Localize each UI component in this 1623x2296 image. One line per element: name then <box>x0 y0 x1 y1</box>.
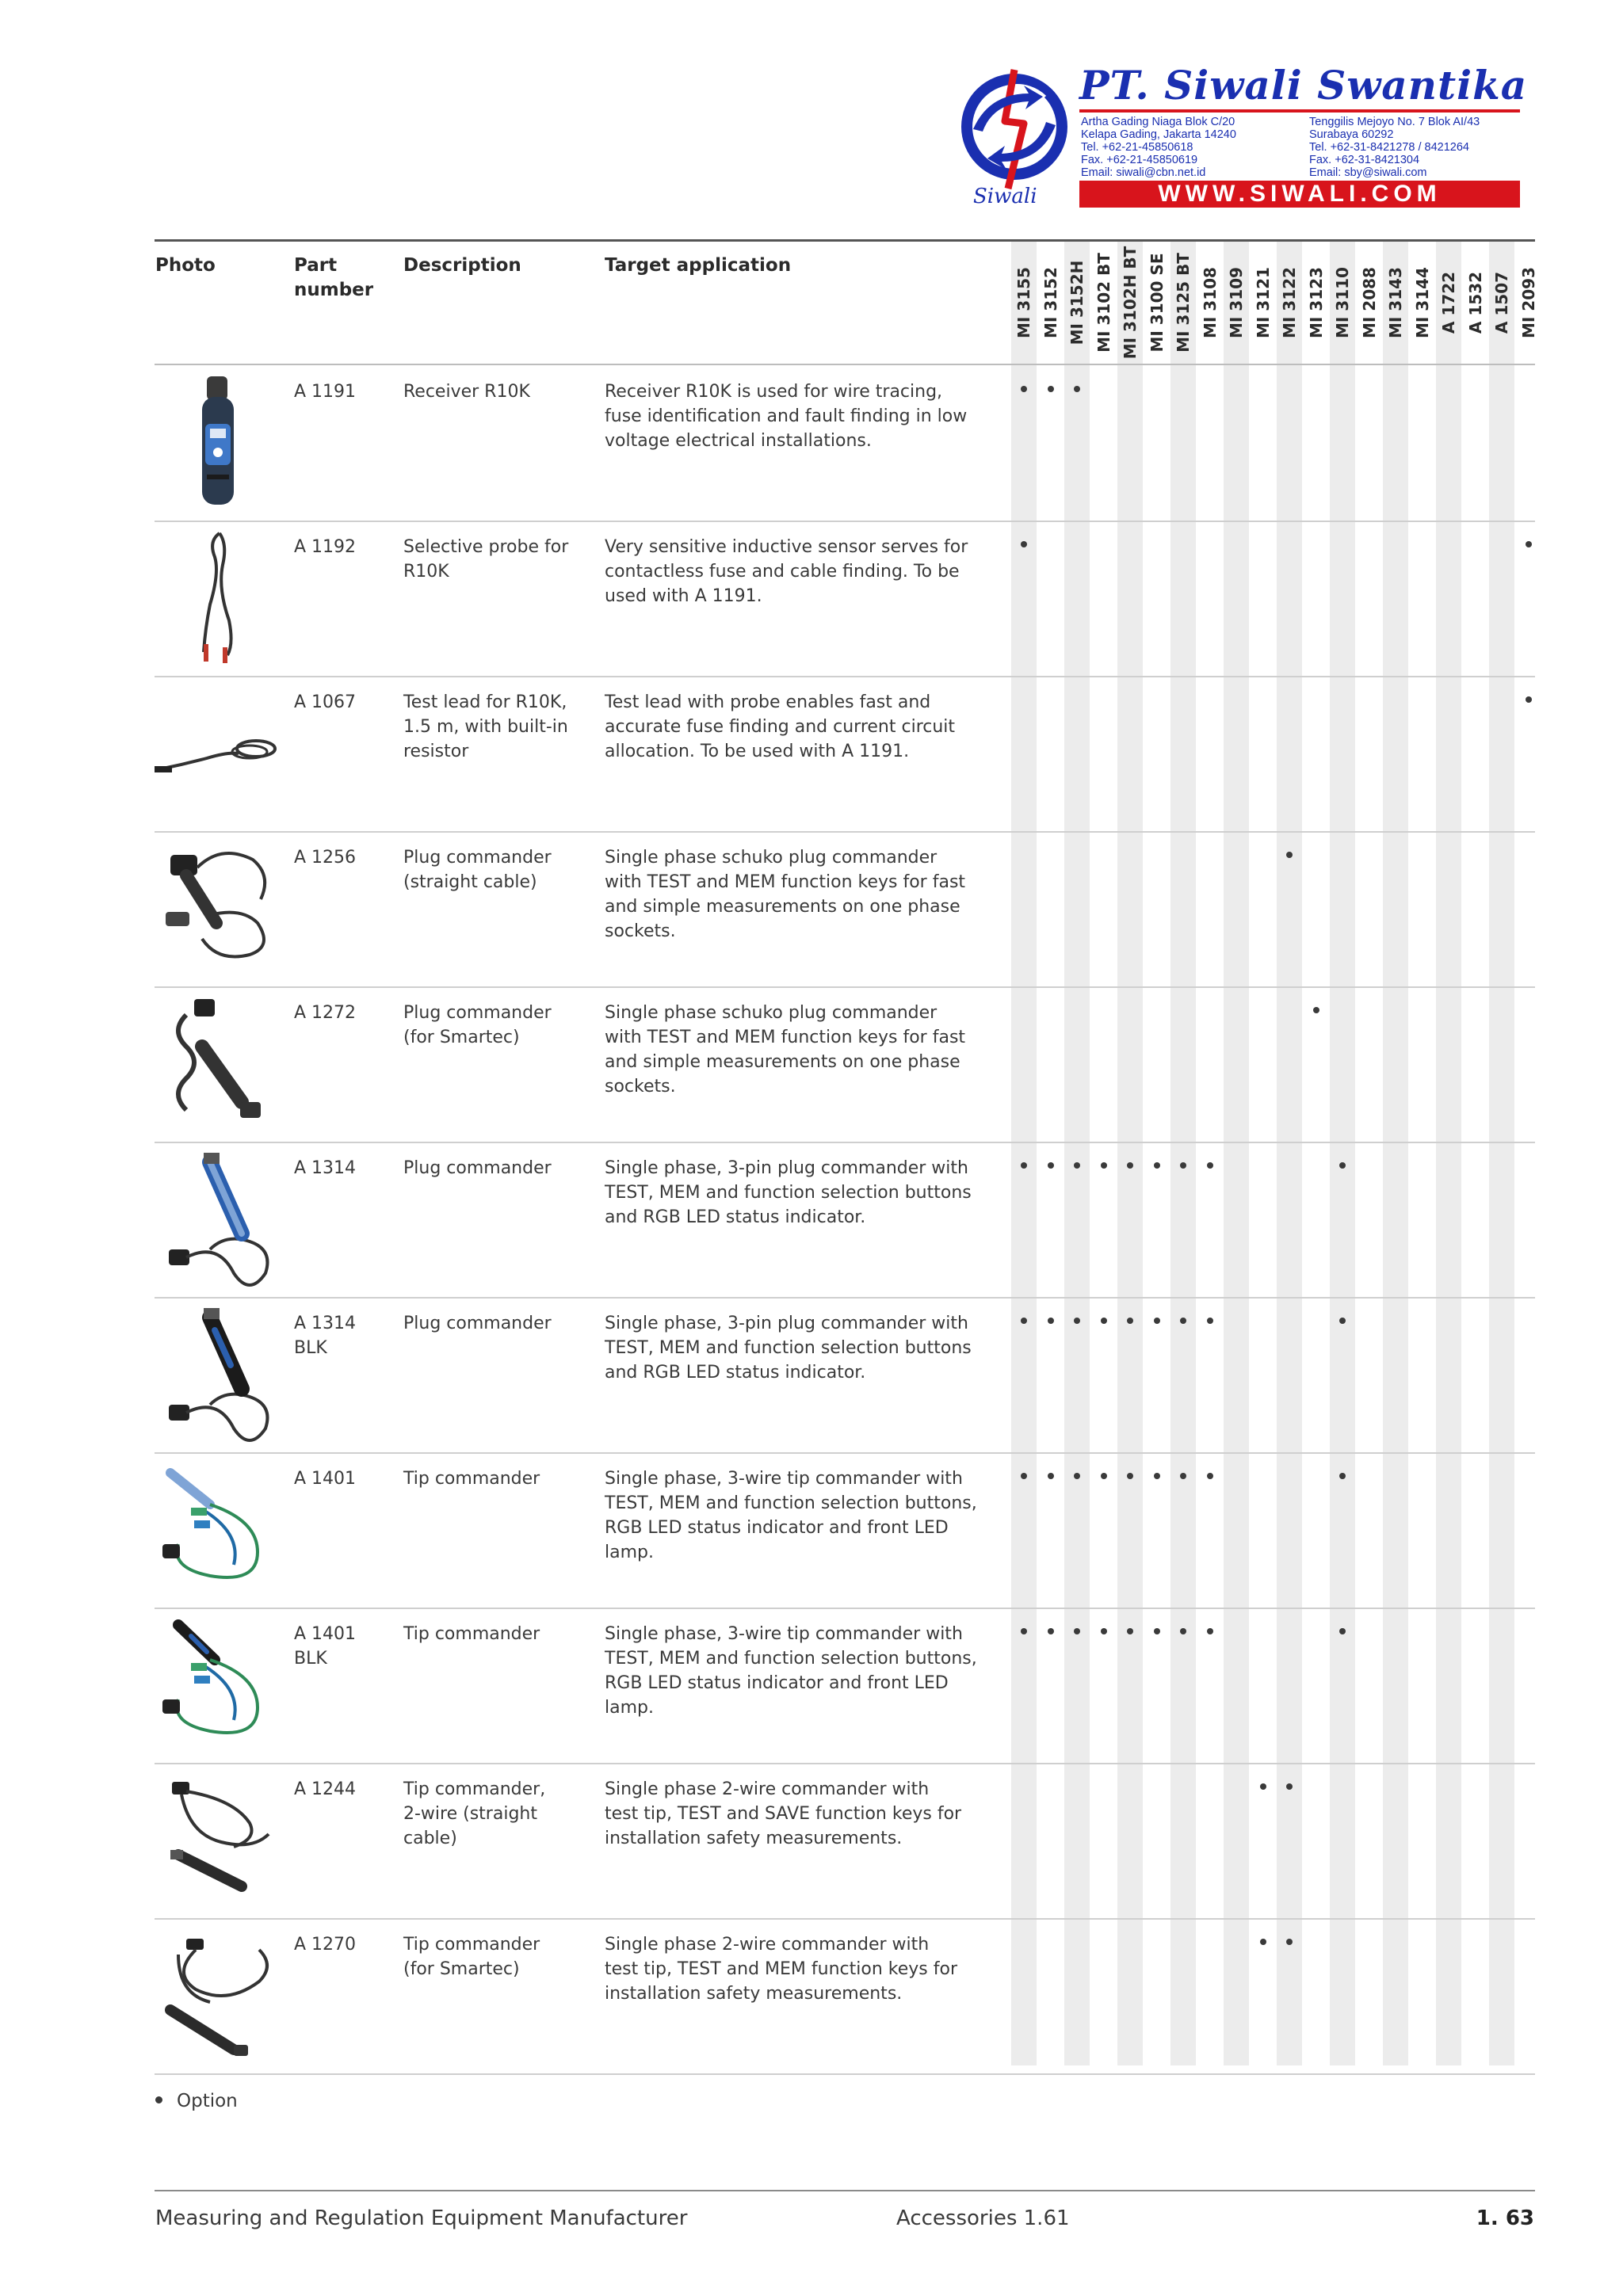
option-dot <box>1021 386 1027 392</box>
website-banner[interactable]: WWW.SIWALI.COM <box>1079 181 1520 208</box>
phone-line: Tel. +62-21-45850618 <box>1081 141 1193 154</box>
tip-commander-2wire-photo <box>155 1768 281 1910</box>
option-dot <box>1180 1162 1186 1169</box>
target-application: Receiver R10K is used for wire tracing, fuse identification and fault finding in low voltage electrical installations. <box>605 382 968 451</box>
option-dot <box>1180 1628 1186 1634</box>
fax-line: Fax. +62-31-8421304 <box>1309 154 1420 166</box>
table-row <box>155 521 1535 677</box>
table-top-rule <box>155 239 1535 242</box>
model-header <box>1090 247 1117 358</box>
table-row <box>155 1452 1535 1609</box>
option-dot <box>1180 1473 1186 1479</box>
option-dot <box>1048 386 1054 392</box>
model-header <box>1144 247 1170 358</box>
target-application: Test lead with probe enables fast and accurate fuse finding and current circuit allocation. To be used with A 1191. <box>605 692 956 761</box>
option-dot <box>1260 1783 1266 1790</box>
part-number: A 1244 <box>294 1779 357 1799</box>
model-label: MI 3122 <box>1280 267 1299 338</box>
option-dot <box>1048 1318 1054 1324</box>
target-application: Single phase, 3-wire tip commander with TEST, MEM and function selection buttons, RGB LED status indicator and front LED lamp. <box>605 1624 977 1718</box>
model-header <box>1223 247 1250 358</box>
option-dot <box>1101 1162 1107 1169</box>
model-header <box>1037 247 1064 358</box>
option-dot <box>1127 1162 1133 1169</box>
model-header <box>1435 247 1462 358</box>
option-dot <box>1526 696 1532 703</box>
option-dot <box>1074 1473 1080 1479</box>
model-header <box>1303 247 1330 358</box>
option-dot <box>1154 1162 1160 1169</box>
part-number: A 1192 <box>294 537 357 557</box>
test-lead-photo <box>155 681 281 823</box>
target-application: Single phase 2-wire commander with test tip, TEST and MEM function keys for installation safety measurements. <box>605 1935 957 2004</box>
option-dot <box>1101 1318 1107 1324</box>
header-part-number: Part number <box>294 255 374 300</box>
tip-commander-blk-photo <box>155 1612 281 1755</box>
part-number: A 1256 <box>294 848 357 868</box>
description: Selective probe for R10K <box>403 537 569 582</box>
model-label: MI 2088 <box>1359 267 1379 338</box>
model-header <box>1117 247 1144 358</box>
option-dot <box>1021 541 1027 547</box>
tip-commander-smartec-photo <box>155 1923 281 2065</box>
part-number: A 1314 <box>294 1158 357 1178</box>
header-description: Description <box>403 255 521 276</box>
description: Test lead for R10K, 1.5 m, with built-in resistor <box>403 692 568 761</box>
model-label: MI 3144 <box>1412 267 1432 338</box>
description: Tip commander (for Smartec) <box>403 1935 540 1979</box>
part-number: A 1191 <box>294 382 357 402</box>
description: Plug commander (straight cable) <box>403 848 552 892</box>
company-logo <box>951 62 1528 212</box>
option-dot <box>1180 1318 1186 1324</box>
plug-commander-smartec-photo <box>155 991 281 1134</box>
siwali-emblem-icon <box>957 62 1076 212</box>
table-row <box>155 1297 1535 1454</box>
company-name: PT. Siwali Swantika <box>1079 62 1528 109</box>
option-dot <box>1286 852 1293 858</box>
option-dot <box>1154 1473 1160 1479</box>
option-dot <box>1021 1473 1027 1479</box>
option-dot <box>1154 1628 1160 1634</box>
model-label: MI 3109 <box>1227 267 1246 338</box>
footer-section: Accessories 1.61 <box>896 2206 1070 2230</box>
model-label: MI 3152 <box>1041 267 1060 338</box>
plug-commander-blk-photo <box>155 1302 281 1444</box>
model-header <box>1010 247 1037 358</box>
target-application: Single phase, 3-wire tip commander with TEST, MEM and function selection buttons, RGB LED status indicator and front LED lamp. <box>605 1469 977 1562</box>
table-row <box>155 831 1535 988</box>
option-dot <box>1339 1318 1346 1324</box>
target-application: Very sensitive inductive sensor serves for contactless fuse and cable finding. To be used with A 1191. <box>605 537 968 606</box>
option-dot <box>1021 1162 1027 1169</box>
option-dot <box>1286 1939 1293 1945</box>
table-row <box>155 1608 1535 1764</box>
model-label: A 1722 <box>1439 271 1458 334</box>
model-header <box>1276 247 1303 358</box>
logo-wordmark: Siwali <box>973 185 1037 208</box>
option-dot <box>1101 1628 1107 1634</box>
option-dot <box>1127 1628 1133 1634</box>
model-header <box>1250 247 1277 358</box>
option-dot <box>1260 1939 1266 1945</box>
model-label: MI 3100 SE <box>1147 253 1167 353</box>
target-application: Single phase, 3-pin plug commander with TEST, MEM and function selection buttons and RGB LED status indicator. <box>605 1314 972 1383</box>
email-line: Email: siwali@cbn.net.id <box>1081 166 1206 179</box>
fax-line: Fax. +62-21-45850619 <box>1081 154 1198 166</box>
model-label: MI 3102H BT <box>1121 246 1140 360</box>
option-dot <box>1339 1162 1346 1169</box>
target-application: Single phase, 3-pin plug commander with TEST, MEM and function selection buttons and RGB LED status indicator. <box>605 1158 972 1227</box>
plug-commander-photo <box>155 1146 281 1289</box>
part-number: A 1314 BLK <box>294 1314 357 1358</box>
model-header <box>1356 247 1383 358</box>
description: Tip commander, 2-wire (straight cable) <box>403 1779 546 1848</box>
address-line: Kelapa Gading, Jakarta 14240 <box>1081 128 1236 141</box>
option-dot <box>1021 1318 1027 1324</box>
page-number: 1. 63 <box>1476 2206 1534 2230</box>
logo-divider <box>1079 109 1520 113</box>
description: Tip commander <box>403 1624 540 1644</box>
description: Plug commander (for Smartec) <box>403 1003 552 1047</box>
option-dot <box>1154 1318 1160 1324</box>
header-photo: Photo <box>155 255 216 276</box>
option-dot <box>1286 1783 1293 1790</box>
email-line: Email: sby@siwali.com <box>1309 166 1427 179</box>
model-label: MI 3123 <box>1306 267 1326 338</box>
option-dot <box>1021 1628 1027 1634</box>
model-label: MI 3102 BT <box>1094 253 1113 353</box>
table-row <box>155 986 1535 1143</box>
model-header <box>1515 247 1542 358</box>
address-line: Surabaya 60292 <box>1309 128 1394 141</box>
address-line: Tenggilis Mejoyo No. 7 Blok AI/43 <box>1309 116 1480 128</box>
option-dot <box>1127 1318 1133 1324</box>
model-label: MI 3108 <box>1200 267 1220 338</box>
option-dot <box>1074 1628 1080 1634</box>
footer-company: Measuring and Regulation Equipment Manufacturer <box>155 2206 688 2230</box>
phone-line: Tel. +62-31-8421278 / 8421264 <box>1309 141 1469 154</box>
description: Tip commander <box>403 1469 540 1489</box>
plug-commander-straight-photo <box>155 836 281 978</box>
model-header <box>1488 247 1515 358</box>
model-label: A 1507 <box>1492 271 1511 334</box>
footer-rule <box>155 2190 1535 2191</box>
option-dot <box>1313 1007 1319 1013</box>
option-dot <box>1207 1628 1213 1634</box>
option-dot <box>1048 1162 1054 1169</box>
receiver-photo <box>155 370 281 513</box>
option-dot <box>1074 386 1080 392</box>
model-header <box>1462 247 1489 358</box>
description: Receiver R10K <box>403 382 530 402</box>
model-header <box>1409 247 1436 358</box>
target-application: Single phase 2-wire commander with test tip, TEST and SAVE function keys for installation safety measurements. <box>605 1779 962 1848</box>
table-row <box>155 1142 1535 1299</box>
model-label: A 1532 <box>1465 271 1485 334</box>
address-jakarta <box>1081 116 1303 179</box>
option-dot <box>1048 1473 1054 1479</box>
header-target-application: Target application <box>605 255 792 276</box>
description: Plug commander <box>403 1314 552 1333</box>
model-label: MI 3152H <box>1067 260 1086 345</box>
model-label: MI 3143 <box>1386 267 1405 338</box>
legend <box>155 2088 238 2114</box>
option-dot <box>1074 1162 1080 1169</box>
model-header <box>1064 247 1090 358</box>
table-row <box>155 365 1535 522</box>
model-label: MI 3121 <box>1253 267 1273 338</box>
part-number: A 1272 <box>294 1003 357 1023</box>
option-dot <box>1207 1473 1213 1479</box>
part-number: A 1401 BLK <box>294 1624 357 1669</box>
legend-label: Option <box>177 2091 238 2111</box>
address-surabaya <box>1309 116 1531 179</box>
part-number: A 1270 <box>294 1935 357 1955</box>
address-line: Artha Gading Niaga Blok C/20 <box>1081 116 1235 128</box>
table-row <box>155 676 1535 833</box>
table-row <box>155 1918 1535 2075</box>
model-header <box>1170 247 1197 358</box>
option-dot <box>1339 1473 1346 1479</box>
model-label: MI 2093 <box>1518 267 1538 338</box>
model-label: MI 3110 <box>1333 267 1352 338</box>
target-application: Single phase schuko plug commander with TEST and MEM function keys for fast and simple measurements on one phase sockets. <box>605 1003 966 1097</box>
option-dot <box>1207 1318 1213 1324</box>
model-header <box>1197 247 1224 358</box>
part-number: A 1067 <box>294 692 357 712</box>
option-dot <box>1339 1628 1346 1634</box>
option-bullet-icon <box>155 2096 162 2103</box>
probe-photo <box>155 525 281 668</box>
table-row <box>155 1763 1535 1920</box>
model-header <box>1382 247 1409 358</box>
model-label: MI 3155 <box>1014 267 1033 338</box>
option-dot <box>1207 1162 1213 1169</box>
part-number: A 1401 <box>294 1469 357 1489</box>
option-dot <box>1101 1473 1107 1479</box>
model-label: MI 3125 BT <box>1174 253 1193 353</box>
option-dot <box>1048 1628 1054 1634</box>
model-header <box>1329 247 1356 358</box>
option-dot <box>1127 1473 1133 1479</box>
option-dot <box>1526 541 1532 547</box>
description: Plug commander <box>403 1158 552 1178</box>
target-application: Single phase schuko plug commander with TEST and MEM function keys for fast and simple measurements on one phase sockets. <box>605 848 966 941</box>
tip-commander-photo <box>155 1457 281 1600</box>
option-dot <box>1074 1318 1080 1324</box>
